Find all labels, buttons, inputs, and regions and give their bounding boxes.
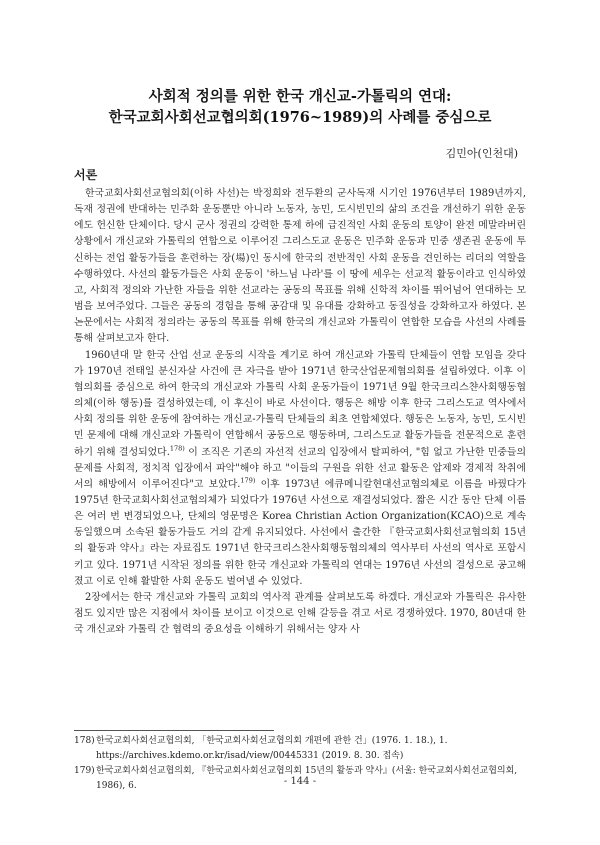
author-affiliation: 김민아(인천대) <box>445 147 518 160</box>
paper-title-line2: 한국교회사회선교협의회(1976~1989)의 사례를 중심으로 <box>108 109 492 126</box>
paragraph-3-text: 2장에서는 한국 개신교와 가톨릭 교회의 역사적 관계를 살펴보도록 하겠다. 개신교와 가톨릭은 유사한 점도 있지만 많은 지점에서 차이를 보이고 이것으로 인해 갈등을 겪고 서로 경쟁하였다. 1970, 80년대 한국 개신교와 가톨릭 간 협력의 중요성을 이해하기 위해서는 양자 사 <box>74 591 526 636</box>
footnote-divider <box>74 730 274 731</box>
paper-title-line1: 사회적 정의를 위한 한국 개신교-가톨릭의 연대: <box>148 88 452 105</box>
footnote-178 <box>74 734 526 764</box>
footnote-number: 179) <box>74 766 95 776</box>
footnote-text: 한국교회사회선교협의회, 『한국교회사회선교협의회 15년의 활동과 약사』(서울: 한국교회사회선교협의회, 1986), 6. <box>96 766 518 791</box>
paragraph-1-text: 한국교회사회선교협의회(이하 사선)는 박정희와 전두환의 군사독재 시기인 1976년부터 1989년까지, 독재 정권에 반대하는 민주화 운동뿐만 아니라 노동자, 농민, 도시빈민의 삶의 조건을 개선하기 위한 운동에도 헌신한 단체이다. 당시 군사 정권의 강력한 통제 하에 급진적인 사회 운동의 토양이 완전 메말라버린 상황에서 개신교와 가톨릭의 연합으로 이루어진 그리스도교 운동은 민주화 운동과 민중 생존권 운동에 투신하는 전업 활동가들을 훈련하는 장(場)인 동시에 한국의 전반적인 사회 운동을 견인하는 리더의 역할을 수행하였다. 사선의 활동가들은 사회 운동이 '하느님 나라'를 이 땅에 세우는 선교적 활동이라고 인식하였고, 사회적 정의와 가난한 자들을 위한 선교라는 공동의 목표를 위해 신학적 차이를 뛰어넘어 연대하는 모범을 보여주었다. 그들은 공동의 경험을 통해 공감대 및 유대를 강화하고 동질성을 강화하고자 하였다. 본 논문에서는 사회적 정의라는 공동의 목표를 위해 한국의 개신교와 가톨릭이 연합한 모습을 사선의 사례를 통해 살펴보고자 한다. <box>74 188 526 345</box>
footnote-number: 178) <box>74 736 95 746</box>
paragraph-2-text-a: 1960년대 말 한국 산업 선교 운동의 시작을 계기로 하여 개신교와 가톨릭 단체들이 연합 모임을 갖다가 1970년 전태일 분신자살 사건에 큰 자극을 받아 1971년 한국산업문제협의회를 설립하였다. 이후 이 협의회를 중심으로 하여 한국의 개신교와 가톨릭 사회 운동가들이 1971년 9월 한국크리스챤사회행동협의체(이하 행동)를 결성하였는데, 이 후신이 바로 사선이다. 행동은 해방 이후 한국 그리스도교 역사에서 사회 정의를 위한 운동에 참여하는 개신교-가톨릭 단체들의 최초 연합체였다. 행동은 노동자, 농민, 도시빈민 문제에 대해 개신교와 가톨릭이 연합해서 공동으로 행동하며, 그리스도교 활동가들을 전문적으로 훈련하기 위해 결성되었다. <box>74 349 526 458</box>
body-text <box>74 186 526 638</box>
footnote-text: 한국교회사회선교협의회, 「한국교회사회선교협의회 개편에 관한 건」(1976. 1. 18.), 1. https://archives.kdemo.or.kr/isad/view/00445331 (2019. 8. 30. 접속) <box>96 736 448 761</box>
paragraph-3 <box>74 590 526 638</box>
section-heading: 서론 <box>74 168 98 182</box>
page-number: - 144 - <box>283 776 317 787</box>
paragraph-1 <box>74 186 526 348</box>
paragraph-2-text-b: 이 조직은 기존의 자선적 선교의 입장에서 탈피하여, "힘 없고 가난한 민중들의 문제를 사회적, 정치적 입장에서 파악"해야 하고 "이들의 구원을 위한 선교 활동은 압제와 경제적 착취에서의 해방에서 이루어진다"고 보았다. <box>74 446 526 490</box>
footnote-ref-179[interactable]: 179) <box>240 476 256 485</box>
paragraph-2 <box>74 348 526 590</box>
paragraph-2-text-c: 이후 1973년 에큐메니칼현대선교협의체로 이름을 바꿨다가 1975년 한국교회사회선교협의체가 되었다가 1976년 사선으로 재결성되었다. 짧은 시간 동안 단체 이름은 여러 번 변경되었으나, 단체의 영문명은 Korea Christian Action Organization(KCAO)으로 계속 동일했으며 소속된 활동가들도 거의 같게 유지되었다. 사선에서 출간한 『한국교회사회선교협의회 15년의 활동과 약사』라는 자료집도 1971년 한국크리스찬사회행동협의체의 역사부터 사선의 역사로 포함시키고 있다. 1971년 시작된 정의를 위한 한국 개신교와 가톨릭의 연대는 1976년 사선의 결성으로 공고해졌고 이로 인해 활발한 사회 운동도 벌여낼 수 있었다. <box>74 478 526 587</box>
footnote-ref-178[interactable]: 178) <box>169 444 185 453</box>
